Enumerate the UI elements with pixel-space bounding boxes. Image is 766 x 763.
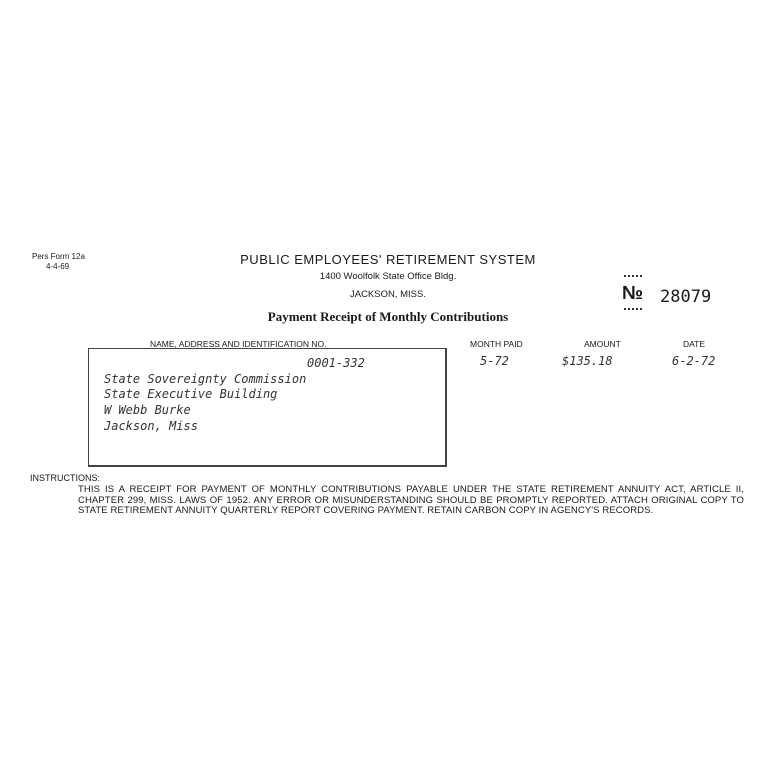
receipt-number: 28079 bbox=[660, 287, 712, 307]
form-number: Pers Form 12a bbox=[32, 252, 85, 261]
receipt-number-symbol: № bbox=[622, 283, 643, 305]
payer-address-line: State Executive Building bbox=[104, 387, 278, 401]
amount-header: AMOUNT bbox=[584, 339, 621, 349]
payer-address-line: W Webb Burke bbox=[104, 403, 191, 417]
receipt-title: Payment Receipt of Monthly Contributions bbox=[267, 309, 509, 324]
payer-address-line: State Sovereignty Commission bbox=[104, 372, 307, 386]
name-column-header: NAME, ADDRESS AND IDENTIFICATION NO. bbox=[150, 339, 327, 349]
address-line-1: 1400 Woolfolk State Office Bldg. bbox=[319, 271, 457, 282]
date-header: DATE bbox=[683, 339, 706, 349]
payer-address-line: Jackson, Miss bbox=[104, 419, 198, 433]
amount-value: $135.18 bbox=[562, 354, 613, 368]
organization-name: PUBLIC EMPLOYEES' RETIREMENT SYSTEM bbox=[240, 252, 536, 267]
form-revision-date: 4-4-69 bbox=[46, 262, 70, 271]
date-value: 6-2-72 bbox=[672, 354, 716, 368]
instructions-text: THIS IS A RECEIPT FOR PAYMENT OF MONTHLY CONTRIBUTIONS PAYABLE UNDER THE STATE RETIREMENT ANNUITY ACT, ARTICLE II, CHAPTER 299, MISS. LAWS OF 1952. ANY ERROR OR MISUNDERSTANDING SHOULD BE PROMPTLY REPORTED. ATTACH ORIGINAL COPY TO STATE RETIREMENT ANNUITY QUARTERLY REPORT COVERING PAYMENT. RETAIN CARBON COPY IN AGENCY'S RECORDS. bbox=[78, 484, 744, 516]
month-paid-header: MONTH PAID bbox=[470, 339, 523, 349]
instructions-label: INSTRUCTIONS: bbox=[30, 473, 101, 483]
address-line-2: JACKSON, MISS. bbox=[349, 289, 426, 300]
payer-id-number: 0001-332 bbox=[307, 356, 365, 370]
month-paid-value: 5-72 bbox=[480, 354, 509, 368]
